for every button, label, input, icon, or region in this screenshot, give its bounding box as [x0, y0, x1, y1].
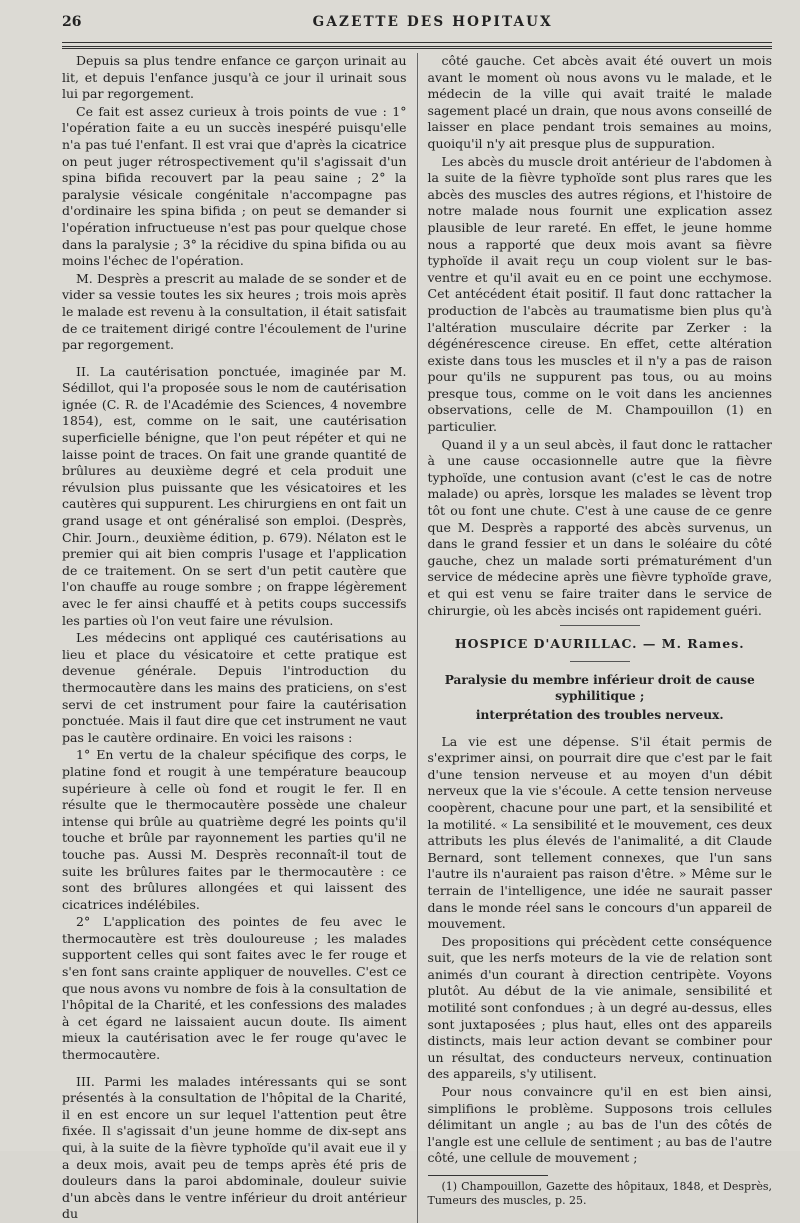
paragraph: Des propositions qui précèdent cette conséquence suit, que les nerfs moteurs de la vie de relation sont animés d'un courant à direction centripète. Voyons plutôt. Au début de la vie animale, sensibilité et motilité sont confondues ; à un degré au-dessus, elles sont juxtaposées ; plus haut, elles ont des appareils distincts, mais leur action devant se combiner pour un résultat, des conducteurs nerveux, continuation des appareils, s'y utilisent.: [427, 933, 772, 1082]
footnote: (1) Champouillon, Gazette des hôpitaux, 1848, et Desprès, Tumeurs des muscles, p. 25.: [427, 1180, 772, 1207]
paragraph: La vie est une dépense. S'il était permis de s'exprimer ainsi, on pourrait dire que c'est par le fait d'une tension nerveuse et au moyen d'un débit nerveux que la vie s'écoule. A cette tension nerveuse coopèrent, chacune pour une part, et la sensibilité et la motilité. « La sensibilité et le mouvement, ces deux attributs les plus élevés de l'animalité, a dit Claude Bernard, sont tellement connexes, que l'un sans l'autre ils n'auraient pas raison d'être. » Même sur le terrain de l'intelligence, une idée ne saurait passer dans le monde réel sans le concours d'un appareil de mouvement.: [427, 733, 772, 932]
footnote-rule: [428, 1175, 548, 1176]
header-double-rule: [62, 46, 772, 49]
paragraph: Quand il y a un seul abcès, il faut donc le rattacher à une cause occasionnelle autre que la fièvre typhoïde, une contusion avant (c'est le cas de notre malade) ou après, lorsque les malades se lèvent trop tôt ou font une chute. C'est à une cause de ce genre que M. Desprès a rapporté des abcès survenus, un dans le grand fessier et un dans le soléaire du côté gauche, chez un malade sorti prématurément d'un service de médecine après une fièvre typhoïde grave, et qui est venu se faire traiter dans le service de chirurgie, où les abcès incisés ont rapidement guéri.: [427, 436, 772, 618]
paragraph: 1° En vertu de la chaleur spécifique des corps, le platine fond et rougit à une température beaucoup supérieure à celle où fond et rougit le fer. Il en résulte que le thermocautère possède une chaleur intense qui brûle au quatrième degré les points qu'il touche et brûle par rayonnement les parties qu'il ne touche pas. Aussi M. Desprès reconnaît-il tout de suite les brûlures faites par le thermocautère : ce sont des brûlures allongées et qui laissent des cicatrices indélébiles.: [62, 747, 407, 912]
paragraph: Les médecins ont appliqué ces cautérisations au lieu et place du vésicatoire et cette pratique est devenue générale. Depuis l'introduction du thermocautère dans les mains des praticiens, on s'est servi de cet instrument pour faire la cautérisation ponctuée. Mais il faut dire que cet instrument ne vaut pas le cautère ordinaire. En voici les raisons :: [62, 630, 407, 745]
paragraph: Ce fait est assez curieux à trois points de vue : 1° l'opération faite a eu un succès inespéré puisqu'elle n'a pas tué l'enfant. Il est vrai que d'après la cicatrice on peut juger rétrospectivement qu'il s'agissait d'un spina bifida recouvert par la peau saine ; 2° la paralysie vésicale congénitale n'accompagne pas d'ordinaire les spina bifida ; on peut se demander si l'opération infructueuse n'est pas pour quelque chose dans la paralysie ; 3° la récidive du spina bifida ou au moins l'échec de l'opération.: [62, 103, 407, 269]
page-title: GAZETTE DES HOPITAUX: [312, 14, 553, 30]
paragraph-gap: [62, 354, 407, 364]
right-column: [417, 53, 773, 1223]
section-divider-small: [570, 661, 630, 662]
article-columns: [62, 53, 772, 1223]
paragraph-gap: [428, 724, 773, 734]
page-number: 26: [62, 14, 82, 30]
section-subtitle: Paralysie du membre inférieur droit de cause syphilitique ;: [444, 672, 755, 704]
paragraph: III. Parmi les malades intéressants qui se sont présentés à la consultation de l'hôpital de la Charité, il en est encore un sur lequel l'attention peut être fixée. Il s'agissait d'un jeune homme de dix-sept ans qui, à la suite de la fièvre typhoïde qu'il avait eue il y a deux mois, avait peu de temps après été pris de douleurs dans la paroi abdominale, douleur suivie d'un abcès dans le ventre inférieur du droit antérieur du: [62, 1073, 407, 1222]
paragraph: 2° L'application des pointes de feu avec le thermocautère est très douloureuse ; les malades supportent celles qui sont faites avec le fer rouge et s'en font sans crainte appliquer de nouvelles. C'est ce que nous avons vu nombre de fois à la consultation de l'hôpital de la Charité, et les confessions des malades à cet égard ne laissaient aucun doute. Ils aiment mieux la cautérisation avec le fer rouge qu'avec le thermocautère.: [62, 914, 407, 1063]
paragraph: Les abcès du muscle droit antérieur de l'abdomen à la suite de la fièvre typhoïde sont plus rares que les abcès des muscles des autres régions, et l'histoire de notre malade nous fournit une explication assez plausible de leur rareté. En effet, le jeune homme nous a rapporté que deux mois avant sa fièvre typhoïde il avait reçu un coup violent sur le bas-ventre et qu'il avait eu en ce point une ecchymose. Cet antécédent était positif. Il faut donc rattacher la production de l'abcès au traumatisme bien plus qu'à l'altération musculaire décrite par Zerker : la dégénérescence cireuse. En effet, cette altération existe dans tous les muscles et il n'y a pas de raison pour qu'ils ne suppurent pas tous, ou au moins presque tous, comme on le voit dans les anciennes observations, celle de M. Champouillon (1) en particulier.: [427, 153, 772, 435]
paragraph: II. La cautérisation ponctuée, imaginée par M. Sédillot, qui l'a proposée sous le nom de cautérisation ignée (C. R. de l'Académie des Sciences, 4 novembre 1854), est, comme on le sait, une cautérisation superficielle bénigne, que l'on peut répéter et qui ne laisse point de traces. On fait une grande quantité de brûlures au deuxième degré et cela produit une révulsion plus puissante que les vésicatoires et les cautères qui suppurent. Les chirurgiens en ont fait un grand usage et ont généralisé son emploi. (Desprès, Chir. Journ., deuxième édition, p. 679). Nélaton est le premier qui ait bien compris l'usage et l'application de ce traitement. On se sert d'un petit cautère que l'on chauffe au rouge sombre ; on frappe légèrement avec le fer ainsi chauffé et à petits coups successifs les parties où l'on veut faire une révulsion.: [62, 363, 407, 628]
page-header: [62, 14, 772, 40]
paragraph: Depuis sa plus tendre enfance ce garçon urinait au lit, et depuis l'enfance jusqu'à ce jour il urinait sous lui par regorgement.: [62, 53, 407, 102]
section-subtitle-2: interprétation des troubles nerveux.: [475, 707, 724, 722]
paragraph-gap: [62, 1064, 407, 1074]
section-divider: [560, 625, 640, 626]
paragraph: côté gauche. Cet abcès avait été ouvert un mois avant le moment où nous avons vu le malade, et le médecin de la ville qui avait traité le malade sagement placé un drain, que nous avons conseillé de laisser en place pendant trois semaines au moins, quoiqu'il n'y ait presque plus de suppuration.: [427, 53, 772, 151]
section-title: HOSPICE D'AURILLAC. — M. Rames.: [454, 636, 745, 652]
left-column: [62, 53, 417, 1223]
paragraph: M. Desprès a prescrit au malade de se sonder et de vider sa vessie toutes les six heures ; trois mois après le malade est revenu à la consultation, il était satisfait de ce traitement dirigé contre l'écoulement de l'urine par regorgement.: [62, 270, 407, 353]
paragraph: Pour nous convaincre qu'il en est bien ainsi, simplifions le problème. Supposons trois cellules délimitant un angle ; au bas de l'un des côtés de l'angle est une cellule de sentiment ; au bas de l'autre côté, une cellule de mouvement ;: [427, 1084, 772, 1166]
header-rule: [62, 42, 772, 43]
